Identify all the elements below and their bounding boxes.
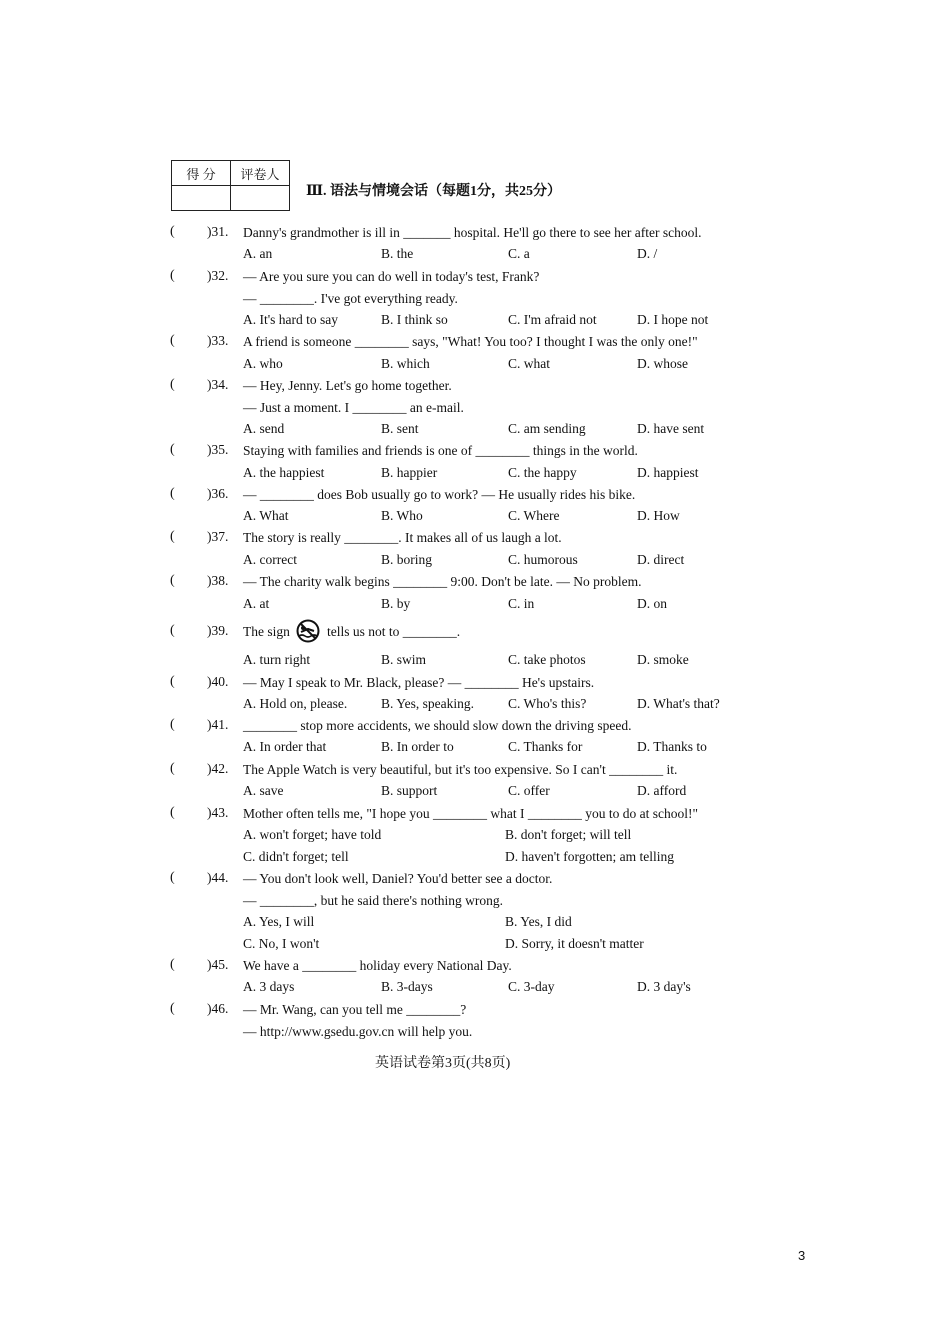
grader-cell — [231, 186, 290, 211]
answer-option[interactable]: D. 3 day's — [637, 979, 691, 994]
answer-option[interactable]: B. boring — [381, 552, 433, 567]
answer-option[interactable]: C. take photos — [508, 652, 586, 667]
section-title: Ⅲ. 语法与情境会话（每题1分，共25分） — [306, 184, 562, 199]
answer-bracket[interactable]: ( — [170, 805, 175, 820]
answer-option[interactable]: B. Who — [381, 508, 423, 523]
question-number: )45. — [207, 957, 229, 972]
answer-option[interactable]: A. Yes, I will — [243, 914, 315, 929]
question-text: — May I speak to Mr. Black, please? — ________ He's upstairs. — [243, 675, 595, 690]
answer-bracket[interactable]: ( — [170, 486, 175, 501]
question-text: — Are you sure you can do well in today's test, Frank? — [243, 269, 540, 284]
answer-bracket[interactable]: ( — [170, 870, 175, 885]
answer-option[interactable]: A. Hold on, please. — [243, 696, 348, 711]
answer-option[interactable]: D. How — [637, 508, 680, 523]
answer-option[interactable]: D. on — [637, 596, 667, 611]
question-number: )43. — [207, 805, 229, 820]
answer-option[interactable]: C. am sending — [508, 421, 586, 436]
question-text: Staying with families and friends is one of ________ things in the world. — [243, 443, 638, 458]
answer-option[interactable]: C. humorous — [508, 552, 578, 567]
answer-option[interactable]: C. in — [508, 596, 535, 611]
answer-option[interactable]: A. won't forget; have told — [243, 827, 382, 842]
answer-option[interactable]: D. direct — [637, 552, 685, 567]
question-text: Danny's grandmother is ill in _______ hospital. He'll go there to see her after school. — [243, 225, 702, 240]
answer-bracket[interactable]: ( — [170, 224, 175, 239]
page-number: 3 — [798, 1248, 806, 1263]
score-table — [171, 160, 290, 211]
answer-option[interactable]: C. 3-day — [508, 979, 555, 994]
question-number: )32. — [207, 268, 229, 283]
answer-option[interactable]: A. at — [243, 596, 270, 611]
answer-option[interactable]: C. what — [508, 356, 550, 371]
answer-option[interactable]: B. Yes, speaking. — [381, 696, 475, 711]
answer-option[interactable]: D. whose — [637, 356, 688, 371]
answer-option[interactable]: C. Where — [508, 508, 560, 523]
answer-option[interactable]: D. / — [637, 246, 658, 261]
question-text: The story is really ________. It makes all of us laugh a lot. — [243, 530, 562, 545]
answer-bracket[interactable]: ( — [170, 268, 175, 283]
question-text: — The charity walk begins ________ 9:00. Don't be late. — No problem. — [243, 574, 642, 589]
answer-bracket[interactable]: ( — [170, 529, 175, 544]
answer-bracket[interactable]: ( — [170, 442, 175, 457]
question-text: The sign — [243, 624, 290, 639]
question-number: )41. — [207, 717, 229, 732]
answer-option[interactable]: D. haven't forgotten; am telling — [505, 849, 675, 864]
answer-option[interactable]: A. send — [243, 421, 285, 436]
answer-option[interactable]: A. an — [243, 246, 273, 261]
answer-option[interactable]: C. the happy — [508, 465, 577, 480]
answer-option[interactable]: D. afford — [637, 783, 687, 798]
answer-option[interactable]: B. support — [381, 783, 438, 798]
answer-option[interactable]: D. smoke — [637, 652, 689, 667]
answer-bracket[interactable]: ( — [170, 623, 175, 638]
question-text: — Just a moment. I ________ an e-mail. — [243, 400, 464, 415]
question-number: )35. — [207, 442, 229, 457]
answer-option[interactable]: D. Sorry, it doesn't matter — [505, 936, 644, 951]
answer-bracket[interactable]: ( — [170, 377, 175, 392]
question-number: )44. — [207, 870, 229, 885]
question-number: )37. — [207, 529, 229, 544]
question-number: )40. — [207, 674, 229, 689]
answer-bracket[interactable]: ( — [170, 1001, 175, 1016]
answer-option[interactable]: C. No, I won't — [243, 936, 320, 951]
answer-option[interactable]: B. by — [381, 596, 411, 611]
answer-bracket[interactable]: ( — [170, 674, 175, 689]
question-text: — ________. I've got everything ready. — [243, 291, 458, 306]
question-text: Mother often tells me, "I hope you ________ what I ________ you to do at school!" — [243, 806, 698, 821]
question-text: — ________ does Bob usually go to work? — He usually rides his bike. — [243, 487, 636, 502]
question-text: tells us not to ________. — [327, 624, 461, 639]
answer-option[interactable]: B. 3-days — [381, 979, 433, 994]
question-text: We have a ________ holiday every National Day. — [243, 958, 512, 973]
question-text: — Hey, Jenny. Let's go home together. — [243, 378, 452, 393]
answer-bracket[interactable]: ( — [170, 573, 175, 588]
answer-option[interactable]: B. happier — [381, 465, 438, 480]
question-text: The Apple Watch is very beautiful, but it's too expensive. So I can't ________ it. — [243, 762, 678, 777]
answer-option[interactable]: A. save — [243, 783, 284, 798]
question-number: )39. — [207, 623, 229, 638]
answer-option[interactable]: B. swim — [381, 652, 427, 667]
question-text: — You don't look well, Daniel? You'd better see a doctor. — [243, 871, 553, 886]
answer-option[interactable]: A. What — [243, 508, 289, 523]
answer-option[interactable]: C. Who's this? — [508, 696, 587, 711]
score-cell — [172, 186, 231, 211]
answer-option[interactable]: A. It's hard to say — [243, 312, 339, 327]
question-text: A friend is someone ________ says, "What! You too? I thought I was the only one!" — [243, 334, 698, 349]
answer-option[interactable]: D. I hope not — [637, 312, 709, 327]
answer-option[interactable]: A. the happiest — [243, 465, 325, 480]
answer-option[interactable]: A. who — [243, 356, 283, 371]
question-number: )42. — [207, 761, 229, 776]
answer-option[interactable]: B. don't forget; will tell — [505, 827, 632, 842]
answer-bracket[interactable]: ( — [170, 957, 175, 972]
question-number: )34. — [207, 377, 229, 392]
answer-option[interactable]: B. Yes, I did — [505, 914, 572, 929]
answer-bracket[interactable]: ( — [170, 717, 175, 732]
answer-option[interactable]: B. the — [381, 246, 414, 261]
answer-option[interactable]: B. I think so — [381, 312, 448, 327]
answer-option[interactable]: C. didn't forget; tell — [243, 849, 349, 864]
question-text: — Mr. Wang, can you tell me ________? — [243, 1002, 467, 1017]
question-number: )38. — [207, 573, 229, 588]
answer-option[interactable]: A. correct — [243, 552, 297, 567]
score-header: 得 分 — [172, 161, 231, 186]
answer-option[interactable]: A. turn right — [243, 652, 311, 667]
question-number: )33. — [207, 333, 229, 348]
answer-option[interactable]: B. In order to — [381, 739, 454, 754]
question-number: )31. — [207, 224, 229, 239]
answer-option[interactable]: C. a — [508, 246, 530, 261]
answer-option[interactable]: C. Thanks for — [508, 739, 583, 754]
answer-option[interactable]: D. What's that? — [637, 696, 720, 711]
answer-option[interactable]: D. Thanks to — [637, 739, 707, 754]
answer-option[interactable]: D. have sent — [637, 421, 705, 436]
question-text: — http://www.gsedu.gov.cn will help you. — [243, 1024, 473, 1039]
answer-option[interactable]: A. 3 days — [243, 979, 295, 994]
answer-option[interactable]: A. In order that — [243, 739, 327, 754]
answer-bracket[interactable]: ( — [170, 333, 175, 348]
answer-option[interactable]: C. offer — [508, 783, 550, 798]
answer-option[interactable]: D. happiest — [637, 465, 699, 480]
grader-header: 评卷人 — [231, 161, 290, 186]
answer-bracket[interactable]: ( — [170, 761, 175, 776]
question-text: ________ stop more accidents, we should slow down the driving speed. — [243, 718, 632, 733]
question-text: — ________, but he said there's nothing wrong. — [243, 893, 504, 908]
answer-option[interactable]: B. which — [381, 356, 430, 371]
answer-option[interactable]: C. I'm afraid not — [508, 312, 597, 327]
no-swimming-sign-icon — [296, 619, 320, 643]
question-number: )46. — [207, 1001, 229, 1016]
page-footer: 英语试卷第3页(共8页) — [375, 1056, 511, 1071]
answer-option[interactable]: B. sent — [381, 421, 419, 436]
question-number: )36. — [207, 486, 229, 501]
